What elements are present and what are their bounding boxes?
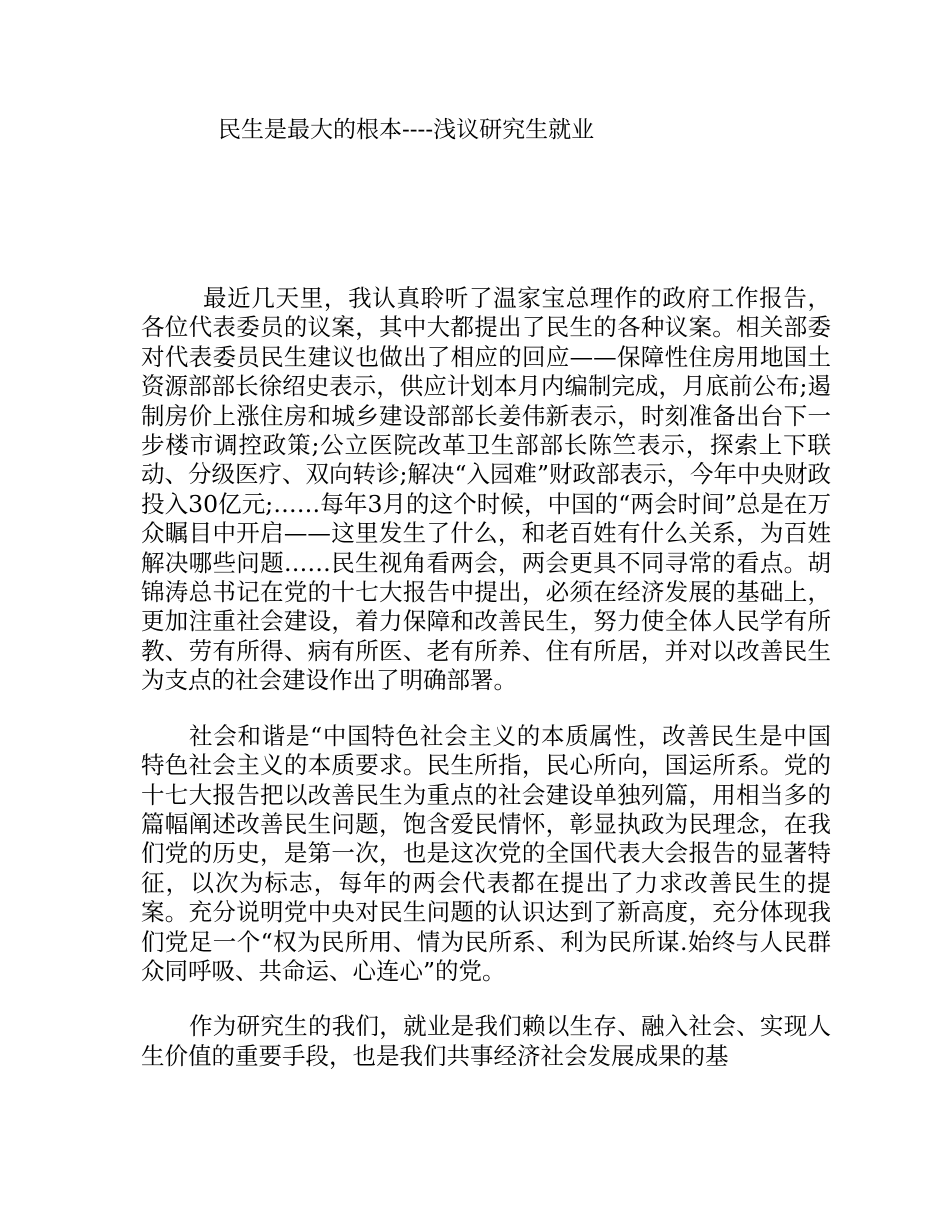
document-title: 民生是最大的根本----浅议研究生就业 [218,117,595,143]
paragraph-1: 最近几天里，我认真聆听了温家宝总理作的政府工作报告，各位代表委员的议案，其中大都提出了民生的各种议案。相关部委对代表委员民生建议也做出了相应的回应——保障性住房用地国土资源部部长徐绍史表示，供应计划本月内编制完成，月底前公布;遏制房价上涨住房和城乡建设部部长姜伟新表示，时刻准备出台下一步楼市调控政策;公立医院改革卫生部部长陈竺表示，探索上下联动、分级医疗、双向转诊;解决“入园难”财政部表示，今年中央财政投入30亿元;……每年3月的这个时候，中国的“两会时间”总是在万众瞩目中开启——这里发生了什么，和老百姓有什么关系，为百姓解决哪些问题……民生视角看两会，两会更具不同寻常的看点。胡锦涛总书记在党的十七大报告中提出，必须在经济发展的基础上，更加注重社会建设，着力保障和改善民生，努力使全体人民学有所教、劳有所得、病有所医、老有所养、住有所居，并对以改善民生为支点的社会建设作出了明确部署。 [141,284,831,695]
paragraph-2: 社会和谐是“中国特色社会主义的本质属性，改善民生是中国特色社会主义的本质要求。民生所指，民心所向，国运所系。党的十七大报告把以改善民生为重点的社会建设单独列篇，用相当多的篇幅阐述改善民生问题，饱含爱民情怀，彰显执政为民理念，在我们党的历史，是第一次，也是这次党的全国代表大会报告的显著特征，以次为标志，每年的两会代表都在提出了力求改善民生的提案。充分说明党中央对民生问题的认识达到了新高度，充分体现我们党足一个“权为民所用、情为民所系、利为民所谋.始终与人民群众同呼吸、共命运、心连心”的党。 [141,721,831,985]
paragraph-3: 作为研究生的我们，就业是我们赖以生存、融入社会、实现人生价值的重要手段，也是我们共事经济社会发展成果的基 [141,1012,831,1070]
document-body [141,284,831,1097]
